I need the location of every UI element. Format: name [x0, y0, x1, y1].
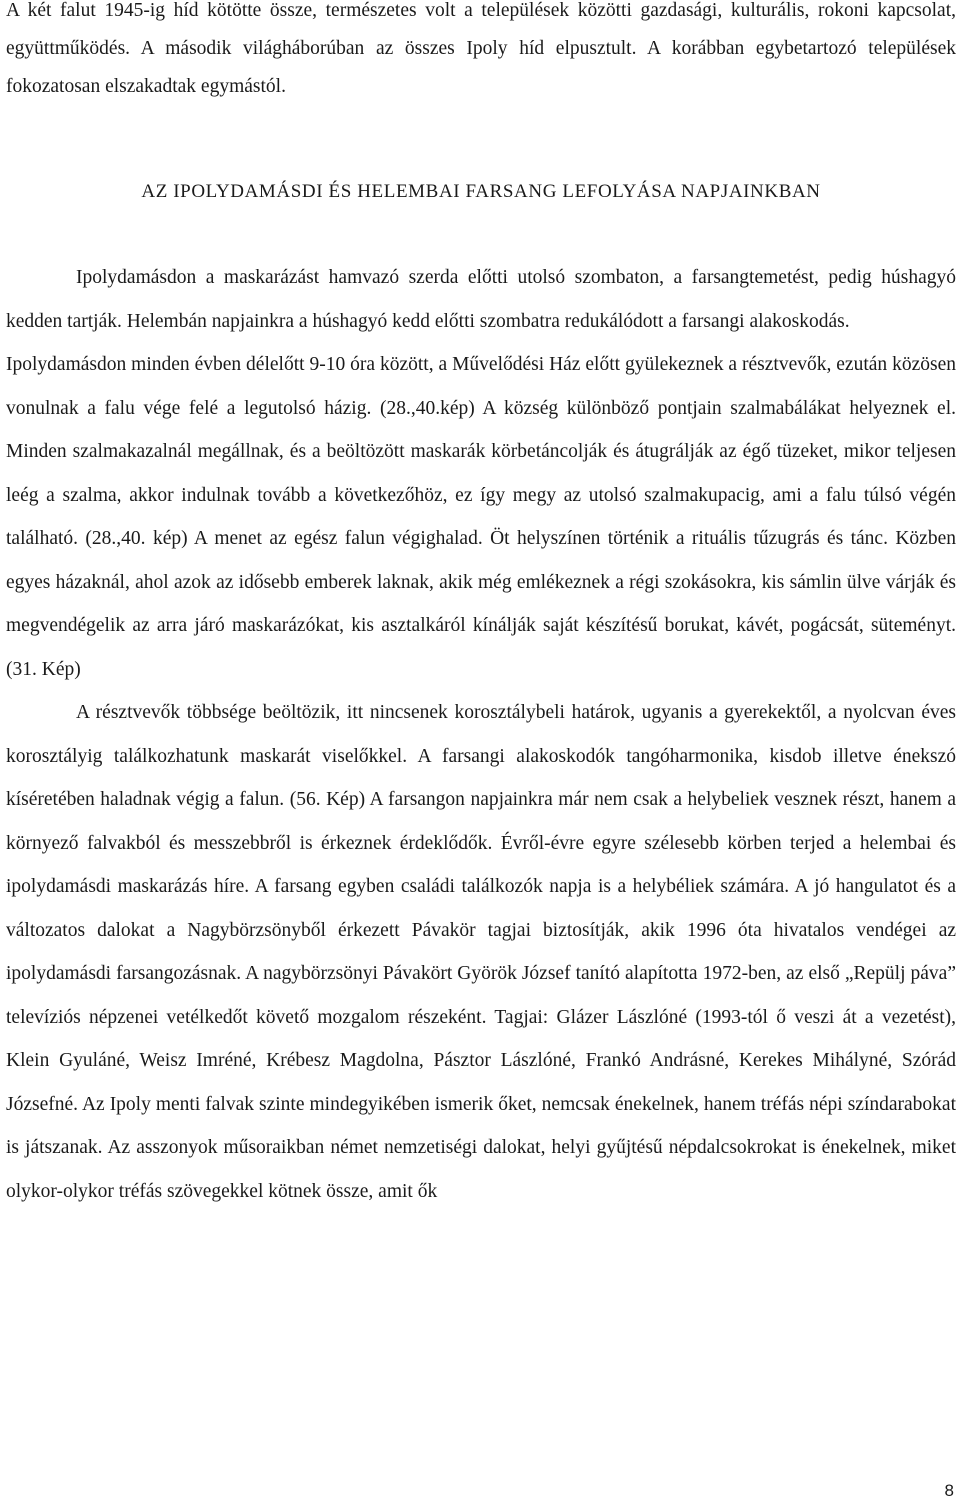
section-body: [6, 256, 956, 1213]
intro-paragraph: A két falut 1945-ig híd kötötte össze, természetes volt a települések közötti gazdasági, kulturális, rokoni kapcsolat, együttműködés. A második világháborúban az összes Ipoly híd elpusztult. A korábban egybetartozó települések fokozatosan elszakadtak egymástól.: [6, 0, 956, 97]
paragraph-1: Ipolydamásdon a maskarázást hamvazó szerda előtti utolsó szombaton, a farsangtemetést, pedig húshagyó kedden tartják. Helembán napjainkra a húshagyó kedd előtti szombatra redukálódott a farsangi alakoskodás.: [6, 267, 956, 332]
paragraph-2: Ipolydamásdon minden évben délelőtt 9-10 óra között, a Művelődési Ház előtt gyülekeznek a résztvevők, ezután közösen vonulnak a falu vége felé a legutolsó házig. (28.,40.kép) A község különböző pontjain szalmabálákat helyeznek el. Minden szalmakazalnál megállnak, és a beöltözött maskarák körbetáncolják és átugrálják az égő tüzeket, mikor teljesen leég a szalma, akkor indulnak tovább a következőhöz, ez így megy az utolsó szalmakupacig, ami a falu túlsó végén található. (28.,40. kép) A menet az egész falun végighalad. Öt helyszínen történik a rituális tűzugrás és tánc. Közben egyes házaknál, ahol azok az idősebb emberek laknak, akik még emlékeznek a régi szokásokra, kis sámlin ülve várják és megvendégelik az arra járó maskarázókat, kis asztalkáról kínálják saját készítésű borukat, kávét, pogácsát, süteményt. (31. Kép): [6, 354, 956, 680]
section-heading: AZ IPOLYDAMÁSDI ÉS HELEMBAI FARSANG LEFOLYÁSA NAPJAINKBAN: [141, 181, 821, 202]
paragraph-3: A résztvevők többsége beöltözik, itt nincsenek korosztálybeli határok, ugyanis a gyerekektől, a nyolcvan éves korosztályig találkozhatunk maskarát viselőkkel. A farsangi alakoskodók tangóharmonika, kisdob illetve énekszó kíséretében haladnak végig a falun. (56. Kép) A farsangon napjainkra már nem csak a helybeliek vesznek részt, hanem a környező falvakból és messzebbről is érkeznek érdeklődők. Évről-évre egyre szélesebb körben terjed a helembai és ipolydamásdi maskarázás híre. A farsang egyben családi találkozók napja is a helybéliek számára. A jó hangulatot és a változatos dalokat a Nagybörzsönyből érkezett Pávakör tagjai biztosítják, akik 1996 óta hivatalos vendégei az ipolydamásdi farsangozásnak. A nagybörzsönyi Pávakört Györök József tanító alapította 1972-ben, az első „Repülj páva” televíziós népzenei vetélkedőt követő mozgalom részeként. Tagjai: Glázer Lászlóné (1993-tól ő veszi át a vezetést), Klein Gyuláné, Weisz Imréné, Krébesz Magdolna, Pásztor Lászlóné, Frankó Andrásné, Kerekes Mihályné, Szórád Józsefné. Az Ipoly menti falvak szinte mindegyikében ismerik őket, nemcsak énekelnek, hanem tréfás népi színdarabokat is játszanak. Az asszonyok műsoraikban német nemzetiségi dalokat, helyi gyűjtésű népdalcsokrokat is énekelnek, miket olykor-olykor tréfás szövegekkel kötnek össze, amit ők: [6, 702, 956, 1202]
page-number: 8: [944, 1481, 954, 1500]
